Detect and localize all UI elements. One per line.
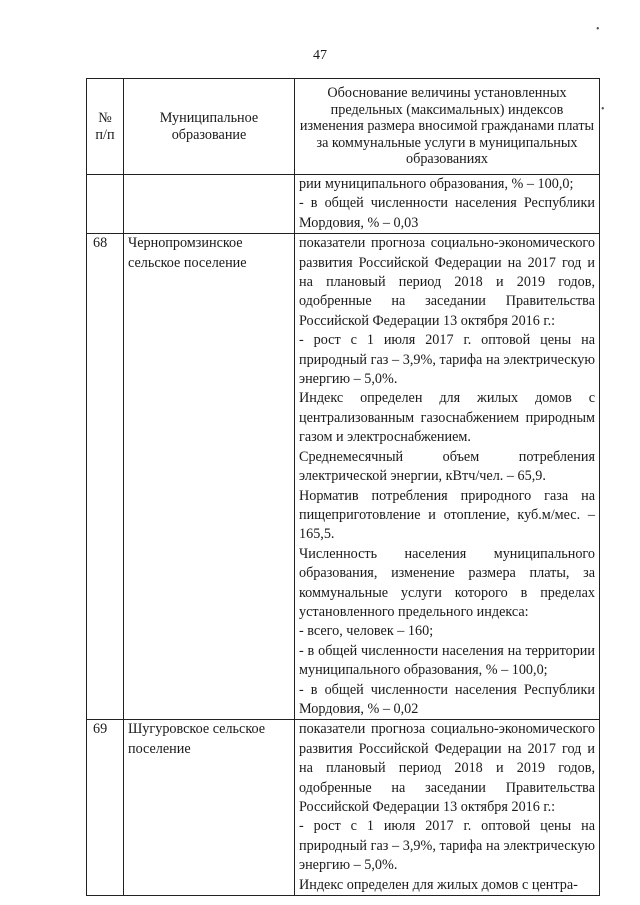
scan-mark: •: [596, 24, 600, 35]
paragraph: Индекс определен для жилых домов с центра-: [299, 876, 578, 893]
cell-justification-continuation: [295, 175, 600, 234]
paragraph: - рост с 1 июля 2017 г. оптовой цены на природный газ – 3,9%, тарифа на электрическую энергию – 5,0%.: [299, 818, 595, 874]
paragraph: Норматив потребления природного газа на пищеприготовление и отопление, куб.м/мес. – 165,5.: [299, 487, 595, 543]
header-justification: Обоснование величины установленных предельных (максимальных) индексов изменения размера вносимой гражданами платы за коммунальные услуги в муниципальных образованиях: [295, 79, 600, 175]
paragraph: Численность населения муниципального образования, изменение размера платы, за коммунальные услуги которого в пределах установленного предельного индекса:: [299, 545, 595, 620]
paragraph: - в общей численности населения Республики Мордовия, % – 0,02: [299, 681, 595, 717]
paragraph: Индекс определен для жилых домов с централизованным газоснабжением природным газом и электроснабжением.: [299, 390, 595, 446]
paragraph: - всего, человек – 160;: [299, 623, 434, 640]
justification-text: [295, 720, 600, 896]
table-row: [87, 234, 600, 720]
scan-mark: •: [601, 104, 605, 115]
paragraph: - рост с 1 июля 2017 г. оптовой цены на природный газ – 3,9%, тарифа на электрическую энергию – 5,0%.: [299, 332, 595, 388]
cell-muni-empty: [124, 175, 295, 234]
text-line: рии муниципального образования, % – 100,0;: [299, 176, 574, 192]
paragraph: Среднемесячный объем потребления электрической энергии, кВтч/чел. – 65,9.: [299, 448, 595, 485]
page-number: 47: [313, 48, 327, 63]
table-row-continuation: [87, 175, 600, 234]
municipality-name: Шугуровское сельское поселение: [124, 720, 295, 896]
paragraph: показатели прогноза социально-экономического развития Российской Федерации на 2017 год и на плановый период 2018 и 2019 годов, одобренные на заседании Правительства Российской Федерации 13 октября 2016 г.:: [299, 235, 595, 329]
text-line: - в общей численности населения Республики Мордовия, % – 0,03: [299, 195, 595, 231]
row-number: 69: [87, 720, 124, 896]
row-number: 68: [87, 234, 124, 720]
header-municipality: Муниципальное образование: [124, 79, 295, 175]
municipality-name: Чернопромзинское сельское поселение: [124, 234, 295, 720]
header-num: № п/п: [87, 79, 124, 175]
paragraph: - в общей численности населения на территории муниципального образования, % – 100,0;: [299, 642, 595, 679]
table-header-row: [87, 79, 600, 175]
table-row: [87, 720, 600, 896]
cell-num-empty: [87, 175, 124, 234]
justification-text: [295, 234, 600, 720]
indices-table: [86, 78, 600, 896]
paragraph: показатели прогноза социально-экономического развития Российской Федерации на 2017 год и на плановый период 2018 и 2019 годов, одобренные на заседании Правительства Российской Федерации 13 октября 2016 г.:: [299, 721, 595, 815]
